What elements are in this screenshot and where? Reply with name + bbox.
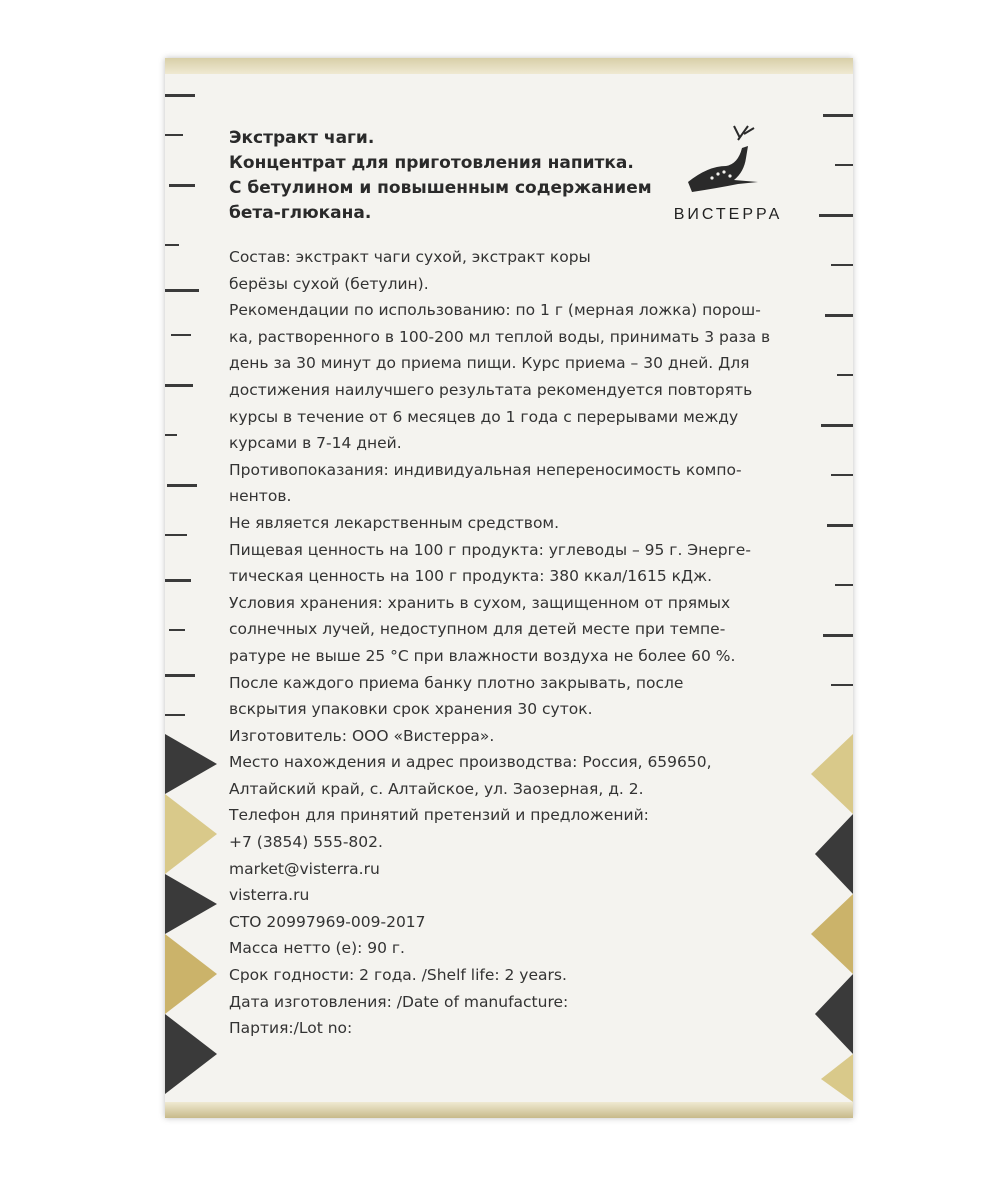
brand-logo: [663, 122, 793, 222]
title-line: Концентрат для приготовления напитка.: [229, 153, 634, 173]
title-line: бета-глюкана.: [229, 203, 372, 223]
product-title: [229, 126, 659, 226]
text-line: вскрытия упаковки срок хранения 30 суток.: [229, 700, 593, 719]
text-line: курсы в течение от 6 месяцев до 1 года с перерывами между: [229, 407, 739, 426]
text-line: Масса нетто (е): 90 г.: [229, 939, 405, 958]
text-line: Не является лекарственным средством.: [229, 513, 560, 532]
birch-pattern-left: [165, 74, 217, 1102]
box-top-edge: [165, 58, 853, 74]
text-line: visterra.ru: [229, 886, 310, 905]
text-line: market@visterra.ru: [229, 859, 380, 878]
text-line: Дата изготовления: /Date of manufacture:: [229, 992, 569, 1011]
text-line: нентов.: [229, 487, 292, 506]
text-line: ратуре не выше 25 °С при влажности воздуха не более 60 %.: [229, 646, 736, 665]
text-line: Состав: экстракт чаги сухой, экстракт коры: [229, 248, 591, 266]
text-line: Противопоказания: индивидуальная непереносимость компо-: [229, 460, 742, 479]
text-line: После каждого приема банку плотно закрывать, после: [229, 673, 684, 692]
text-line: +7 (3854) 555-802.: [229, 833, 383, 852]
brand-name: ВИСТЕРРА: [673, 206, 783, 223]
text-line: Партия:/Lot no:: [229, 1019, 353, 1038]
text-line: тическая ценность на 100 г продукта: 380 ккал/1615 кДж.: [229, 567, 713, 586]
deer-icon: [678, 122, 778, 202]
text-line: курсами в 7-14 дней.: [229, 434, 402, 453]
text-line: Изготовитель: ООО «Вистерра».: [229, 726, 495, 745]
text-line: Алтайский край, с. Алтайское, ул. Заозерная, д. 2.: [229, 779, 644, 798]
text-line: солнечных лучей, недоступном для детей месте при темпе-: [229, 620, 726, 639]
box-bottom-edge: [165, 1102, 853, 1118]
text-line: берёзы сухой (бетулин).: [229, 274, 429, 293]
product-description: [229, 244, 819, 1042]
title-line: Экстракт чаги.: [229, 128, 375, 148]
text-line: СТО 20997969-009-2017: [229, 912, 426, 931]
text-line: Рекомендации по использованию: по 1 г (мерная ложка) порош-: [229, 301, 761, 320]
text-line: достижения наилучшего результата рекомендуется повторять: [229, 380, 753, 399]
text-line: Место нахождения и адрес производства: Россия, 659650,: [229, 753, 712, 772]
text-line: ка, растворенного в 100-200 мл теплой воды, принимать 3 раза в: [229, 327, 771, 346]
product-box: [165, 58, 853, 1118]
text-line: Срок годности: 2 года. /Shelf life: 2 years.: [229, 966, 567, 985]
text-line: день за 30 минут до приема пищи. Курс приема – 30 дней. Для: [229, 354, 750, 373]
title-line: С бетулином и повышенным содержанием: [229, 178, 652, 198]
text-line: Телефон для принятий претензий и предложений:: [229, 806, 649, 825]
text-line: Пищевая ценность на 100 г продукта: углеводы – 95 г. Энерге-: [229, 540, 751, 559]
text-line: Условия хранения: хранить в сухом, защищенном от прямых: [229, 593, 731, 612]
